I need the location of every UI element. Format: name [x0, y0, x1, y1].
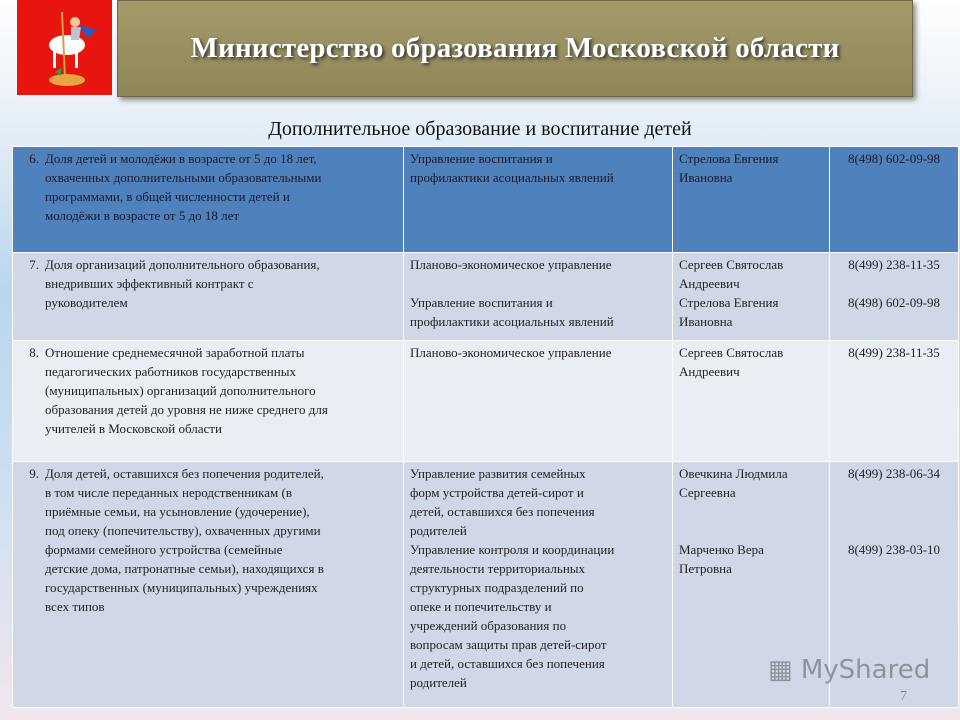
indicator-cell — [13, 462, 404, 708]
phone-cell: 8(499) 238-11-35 8(498) 602-09-98 — [830, 253, 959, 341]
indicator-text: Доля детей и молодёжи в возрасте от 5 до 18 лет, охваченных дополнительными образовательными программами, в общей численности детей и молодёжи в возрасте от 5 до 18 лет — [45, 151, 322, 223]
indicator-text: Доля организаций дополнительного образования, внедривших эффективный контракт с руководителем — [45, 257, 320, 310]
row-number: 7. — [29, 257, 39, 272]
indicator-cell — [13, 341, 404, 462]
phone-cell: 8(498) 602-09-98 — [830, 147, 959, 253]
phone-cell: 8(499) 238-06-34 8(499) 238-03-10 — [830, 462, 959, 708]
indicator-cell — [13, 147, 404, 253]
header-banner — [117, 0, 913, 97]
phone-cell: 8(499) 238-11-35 — [830, 341, 959, 462]
person-cell: Овечкина Людмила Сергеевна Марченко Вера Петровна — [673, 462, 830, 708]
department-cell: Управление воспитания и профилактики асоциальных явлений — [404, 147, 673, 253]
row-number: 9. — [29, 466, 39, 481]
department-cell: Управление развития семейных форм устройства детей-сирот и детей, оставшихся без попечения родителей Управление контроля и координации деятельности территориальных структурных подразделений по опеке и попечительству и учреждений образования по вопросам защиты прав детей-сирот и детей, оставшихся без попечения родителей — [404, 462, 673, 708]
department-cell: Планово-экономическое управление Управление воспитания и профилактики асоциальных явлений — [404, 253, 673, 341]
watermark-text: MyShared — [800, 655, 931, 685]
person-cell: Сергеев Святослав Андреевич — [673, 341, 830, 462]
table-row — [13, 147, 959, 253]
page-number: 7 — [900, 689, 907, 704]
row-number: 6. — [29, 151, 39, 166]
table-row — [13, 253, 959, 341]
responsibility-table — [12, 146, 959, 708]
indicator-text: Отношение среднемесячной заработной платы педагогических работников государственных (муниципальных) организаций дополнительного образования детей до уровня не ниже среднего для учителей в Московской области — [45, 345, 328, 436]
ministry-title: Министерство образования Московской области — [190, 32, 840, 64]
indicator-cell — [13, 253, 404, 341]
row-number: 8. — [29, 345, 39, 360]
moscow-oblast-coat-of-arms-logo — [17, 0, 112, 95]
indicator-text: Доля детей, оставшихся без попечения родителей, в том числе переданных неродственникам (в приёмные семьи, на усыновление (удочерение), под опеку (попечительству), охваченных другими формами семейного устройства (семейные детские дома, патронатные семьи), находящихся в государственных (муниципальных) учреждениях всех типов — [45, 466, 324, 614]
slide-subtitle: Дополнительное образование и воспитание детей — [268, 118, 692, 140]
person-cell: Стрелова Евгения Ивановна — [673, 147, 830, 253]
department-cell: Планово-экономическое управление — [404, 341, 673, 462]
table-row — [13, 341, 959, 462]
person-cell: Сергеев Святослав Андреевич Стрелова Евгения Ивановна — [673, 253, 830, 341]
myshared-watermark — [768, 655, 930, 685]
presentation-icon: ▦ — [768, 655, 793, 685]
